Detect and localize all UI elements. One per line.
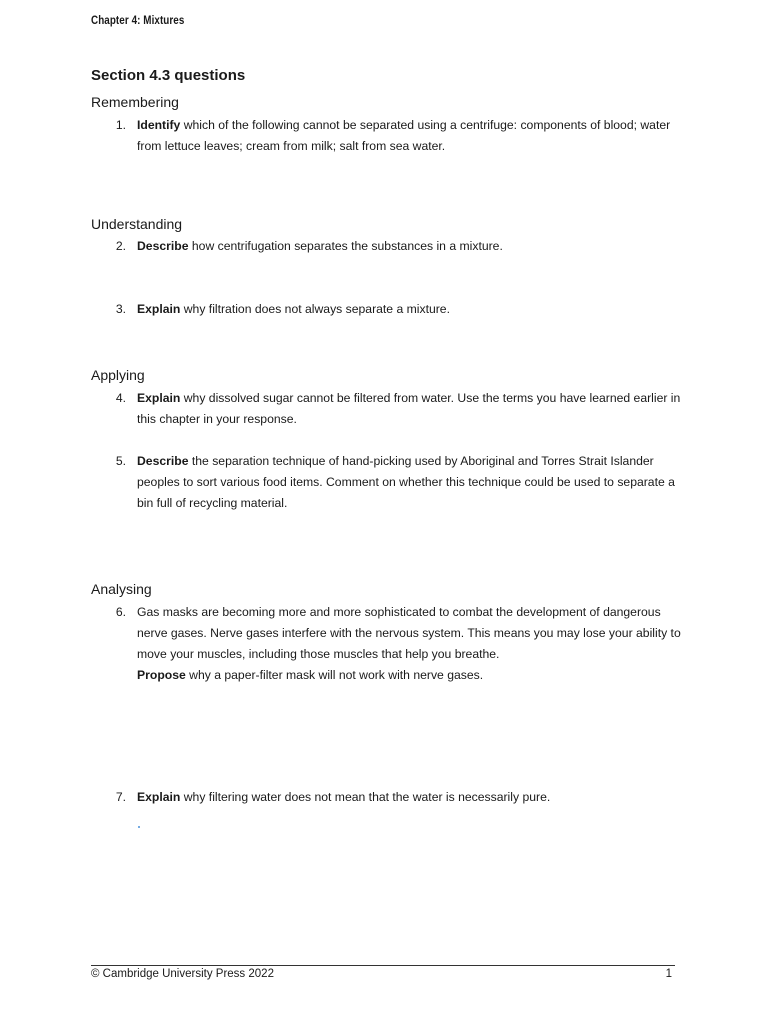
question-5	[112, 451, 682, 514]
section-title: Section 4.3 questions	[91, 67, 246, 84]
question-intro: Gas masks are becoming more and more sophisticated to combat the development of dangerous nerve gases. Nerve gases interfere with the nervous system. This means you may lose your ability to move your muscles, including those muscles that help you breathe.	[137, 605, 681, 661]
question-keyword: Describe	[137, 454, 189, 468]
question-text: why a paper-filter mask will not work with nerve gases.	[185, 668, 484, 682]
footer-divider	[91, 965, 675, 966]
chapter-header: Chapter 4: Mixtures	[91, 13, 185, 27]
question-number: 2.	[115, 239, 126, 253]
question-text: why dissolved sugar cannot be filtered from water. Use the terms you have learned earlier in this chapter in your response.	[137, 391, 681, 426]
question-text: which of the following cannot be separated using a centrifuge: components of blood; water from lettuce leaves; cream from milk; salt from sea water.	[137, 118, 671, 153]
page-number: 1	[665, 968, 672, 980]
question-number: 7.	[115, 790, 126, 804]
category-analysing: Analysing	[91, 581, 152, 597]
text-cursor-mark	[138, 826, 140, 828]
question-text: why filtering water does not mean that the water is necessarily pure.	[180, 790, 551, 804]
question-4	[112, 388, 682, 430]
question-number: 4.	[115, 391, 126, 405]
question-text: the separation technique of hand-picking used by Aboriginal and Torres Strait Islander peoples to sort various food items. Comment on whether this technique could be used to separate a bin full of recycling material.	[137, 454, 675, 510]
category-applying: Applying	[91, 367, 145, 383]
question-7	[112, 787, 682, 808]
question-1	[112, 115, 682, 157]
question-number: 3.	[115, 302, 126, 316]
question-number: 1.	[115, 118, 126, 132]
category-understanding: Understanding	[91, 216, 183, 232]
question-3	[112, 299, 682, 320]
question-text: why filtration does not always separate a mixture.	[180, 302, 450, 316]
question-6	[112, 602, 682, 686]
question-number: 6.	[115, 605, 126, 619]
footer-copyright: © Cambridge University Press 2022	[91, 968, 274, 980]
question-keyword: Explain	[137, 391, 181, 405]
question-keyword: Propose	[137, 668, 186, 682]
question-number: 5.	[115, 454, 126, 468]
question-keyword: Describe	[137, 239, 189, 253]
question-keyword: Identify	[137, 118, 181, 132]
category-remembering: Remembering	[91, 94, 179, 110]
question-2	[112, 236, 682, 257]
question-keyword: Explain	[137, 302, 181, 316]
question-text: how centrifugation separates the substances in a mixture.	[188, 239, 503, 253]
question-keyword: Explain	[137, 790, 181, 804]
